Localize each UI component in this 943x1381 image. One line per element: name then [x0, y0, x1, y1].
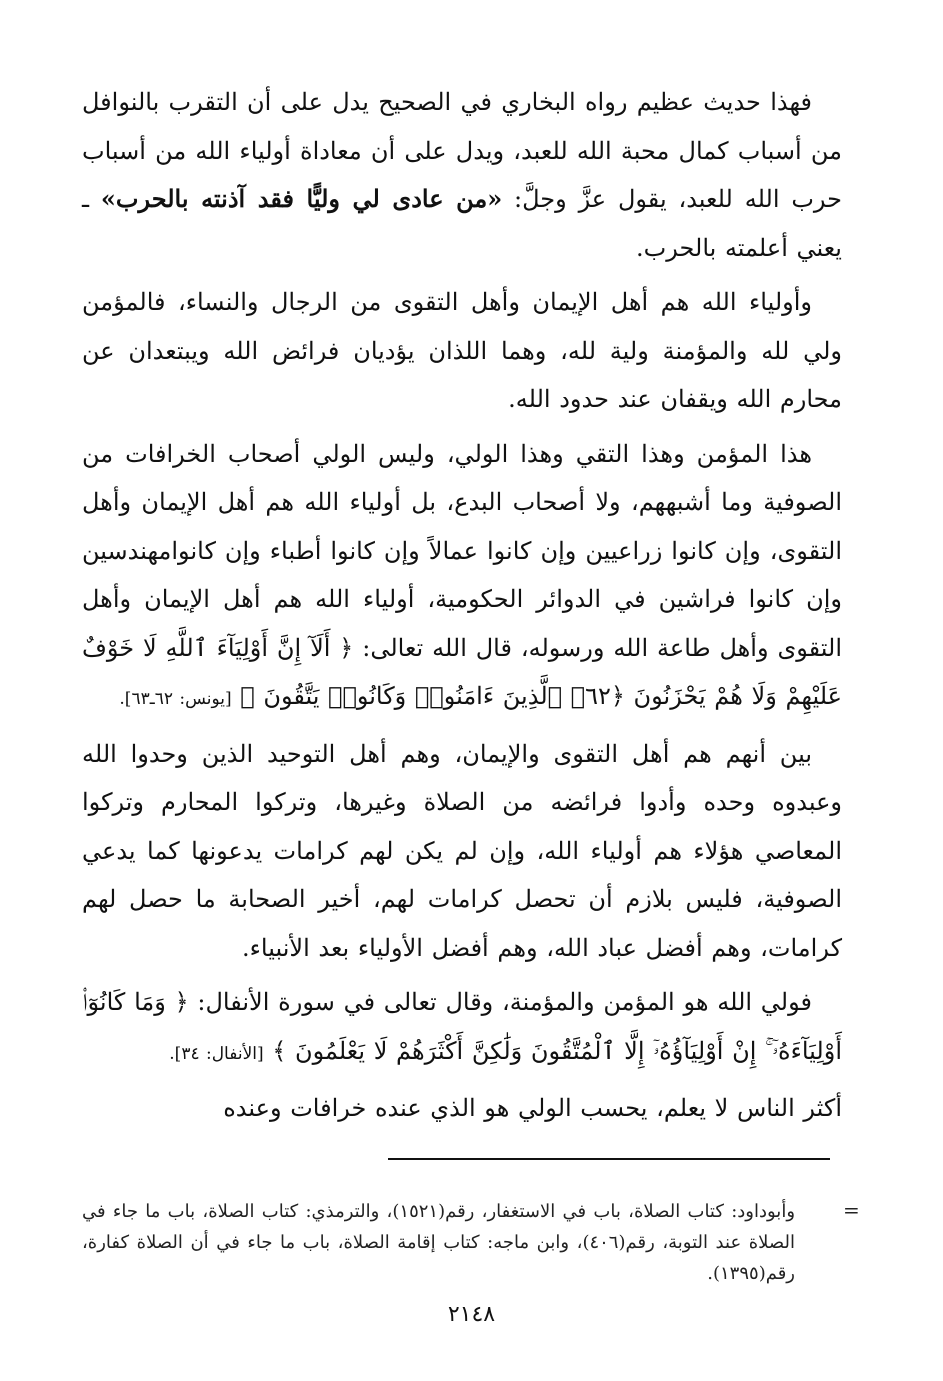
- paragraph-4: بين أنهم هم أهل التقوى والإيمان، وهم أهل التوحيد الذين وحدوا الله وعبدوه وحده وأدوا فرائضه من الصلاة وغيرها، وتركوا المحارم وتركوا المعاصي هؤلاء هم أولياء الله، وإن لم يكن لهم كرامات يدعونها كما يدعي الصوفية، فليس بلازم أن تحصل كرامات لهم، أخير الصحابة ما حصل لهم كرامات، وهم أفضل عباد الله، وهم أفضل الأولياء بعد الأنبياء.: [82, 739, 842, 962]
- paragraph-3-text: هذا المؤمن وهذا التقي وهذا الولي، وليس الولي أصحاب الخرافات من الصوفية وما أشبههم، ولا أصحاب البدع، بل أولياء الله هم أهل الإيمان وأهل التقوى، وإن كانوا زراعيين وإن كانوا عمالاً وإن كانوا أطباء وإن كانوامهندسين وإن كانوا فراشين في الدوائر الحكومية، أولياء الله هم أهل الإيمان وأهل التقوى وأهل طاعة الله ورسوله، قال الله تعالى:: [82, 439, 842, 662]
- hadith-quote: «من عادى لي وليًّا فقد آذنته بالحرب»: [100, 184, 503, 213]
- paragraph-1-ending: ـ يعني أعلمته بالحرب.: [82, 185, 842, 262]
- main-text: [82, 78, 842, 1139]
- verse-reference-yunus: [يونس: ٦٢ـ٦٣].: [119, 689, 232, 709]
- paragraph-2: وأولياء الله هم أهل الإيمان وأهل التقوى من الرجال والنساء، فالمؤمن ولي لله والمؤمنة ولية لله، وهما اللذان يؤديان فرائض الله ويبتعدان عن محارم الله ويقفان عند حدود الله.: [82, 288, 843, 413]
- footnote-text: وأبوداود: كتاب الصلاة، باب في الاستغفار، رقم(١٥٢١)، والترمذي: كتاب الصلاة، باب ما جاء في الصلاة عند التوبة، رقم(٤٠٦)، وابن ماجه: كتاب إقامة الصلاة، باب ما جاء في أن الصلاة كفارة، رقم(١٣٩٥).: [82, 1201, 796, 1284]
- paragraph-1-text: فهذا حديث عظيم رواه البخاري في الصحيح يدل على أن التقرب بالنوافل من أسباب كمال محبة الله للعبد، ويدل على أن معاداة أولياء الله من أسباب حرب الله للعبد، يقول عزَّ وجلَّ:: [82, 88, 842, 213]
- quran-verse-yunus: ﴿ أَلَآ إِنَّ أَوْلِيَآءَ ٱللَّهِ لَا خَوْفٌ عَلَيْهِمْ وَلَا هُمْ يَحْزَنُونَ ﴿٦٢﴾ ٱلَّذِينَ ءَامَنُوا۟ وَكَانُوا۟ يَتَّقُونَ ﴾: [82, 633, 842, 710]
- paragraph-1: [82, 78, 842, 272]
- quran-verse-anfal: ﴿ وَمَا كَانُوٓا۟ أَوْلِيَآءَهُۥٓ ۚ إِنْ أَوْلِيَآؤُهُۥٓ إِلَّا ٱلْمُتَّقُونَ وَلَٰكِنَّ أَكْثَرَهُمْ لَا يَعْلَمُونَ ﴾: [82, 988, 842, 1065]
- footnote-divider: [388, 1158, 830, 1160]
- page-number: ٢١٤٨: [447, 1302, 496, 1327]
- paragraph-5: [82, 978, 842, 1078]
- paragraph-3: [82, 430, 842, 724]
- verse-reference-anfal: [الأنفال: ٣٤].: [169, 1043, 264, 1064]
- paragraph-5-text: فولي الله هو المؤمن والمؤمنة، وقال تعالى في سورة الأنفال:: [188, 988, 812, 1016]
- footnote-continuation-marker: =: [843, 1198, 860, 1222]
- paragraph-6: أكثر الناس لا يعلم، يحسب الولي هو الذي عنده خرافات وعنده: [223, 1094, 842, 1122]
